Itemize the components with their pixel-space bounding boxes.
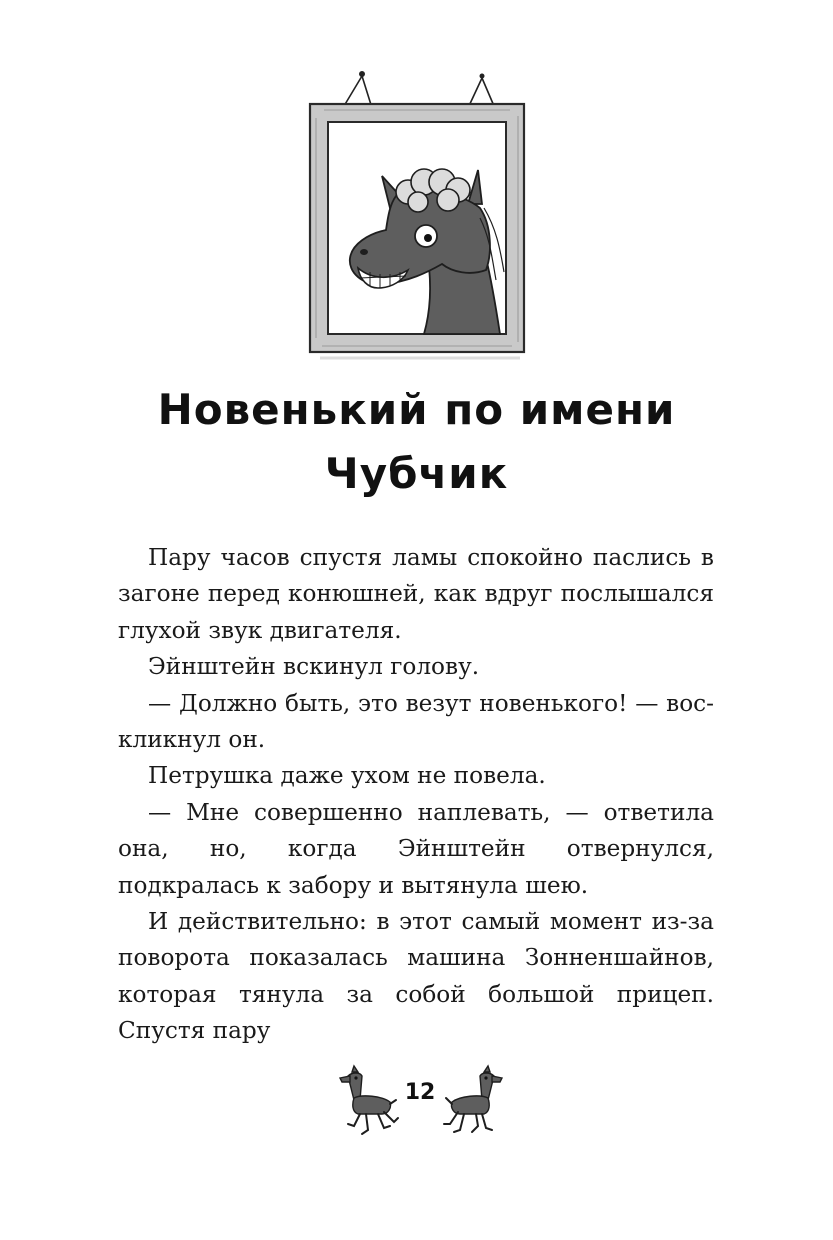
paragraph: Петрушка даже ухом не повела. xyxy=(148,762,546,790)
chapter-title-line-1: Новенький по имени xyxy=(157,385,676,434)
paragraph: Пару часов спустя ламы спокойно паслись в загоне перед конюшней, как вдруг послышался глухой звук двигателя. xyxy=(118,544,714,644)
framed-llama-portrait-icon xyxy=(300,58,540,368)
paragraph: — Должно быть, это везут новенького! — воскликнул он. xyxy=(118,689,714,754)
dancing-llama-icon xyxy=(442,1064,504,1140)
page-number: 12 xyxy=(404,1080,436,1105)
paragraph: И действительно: в этот самый момент из-за поворота показалась машина Зонненшайнов, которая тянула за собой большой прицеп. Спустя пару xyxy=(118,908,714,1045)
nail-icon xyxy=(480,74,485,79)
nail-icon xyxy=(359,71,365,77)
page-footer xyxy=(330,1062,510,1142)
paragraph: — Мне совершенно наплевать, — ответила она, но, когда Эйнштейн отвернулся, подкралась к забору и вытянула шею. xyxy=(118,798,714,899)
chapter-title xyxy=(60,378,773,506)
paragraph: Эйнштейн вскинул голову. xyxy=(148,653,480,681)
chapter-title-line-2: Чубчик xyxy=(324,449,509,498)
body-text xyxy=(118,540,714,1050)
